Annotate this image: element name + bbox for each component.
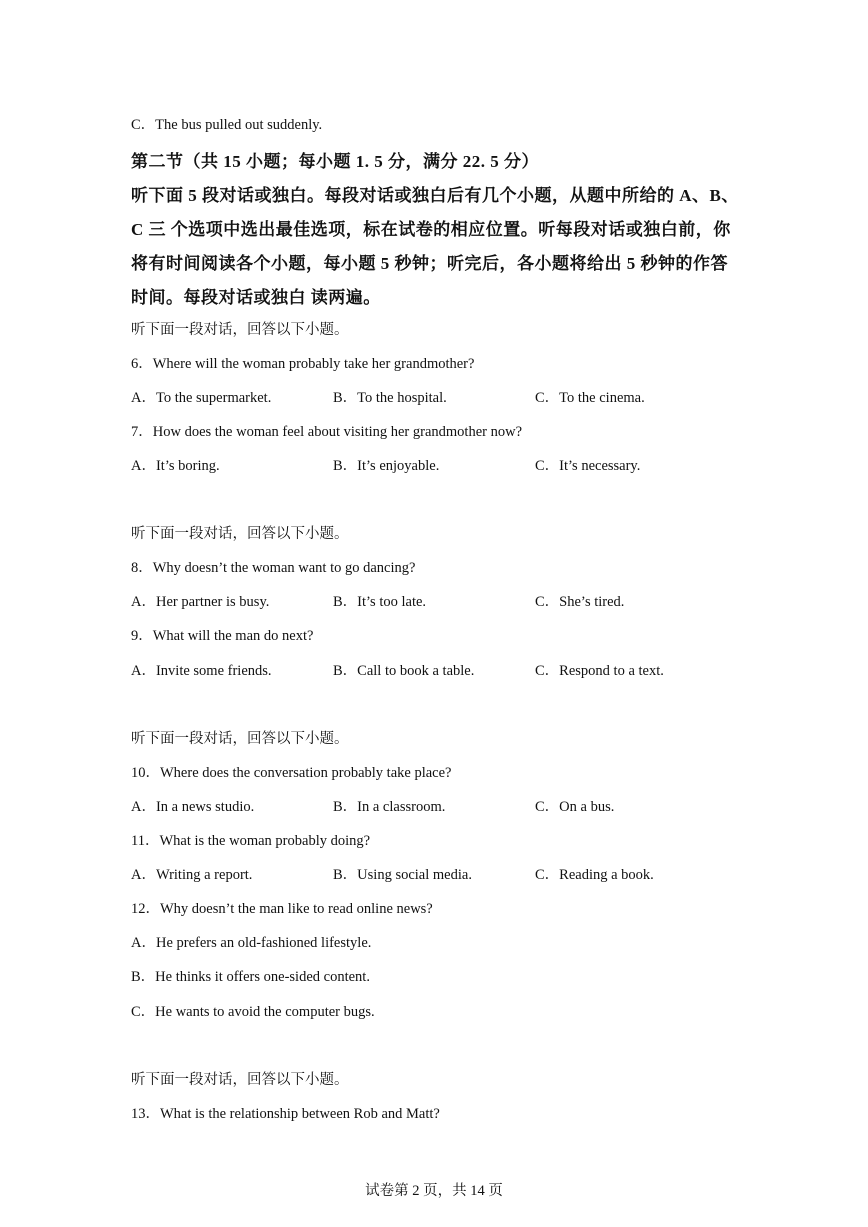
- question-stem: 9．What will the man do next?: [131, 628, 314, 644]
- page-footer: 试卷第 2 页，共 14 页: [365, 1183, 503, 1199]
- option-c: C．She’s tired.: [535, 594, 625, 610]
- option-a: A．Invite some friends.: [131, 663, 272, 679]
- option-b: B．Call to book a table.: [333, 663, 475, 679]
- question-stem: 6．Where will the woman probably take her grandmother?: [131, 356, 475, 372]
- question-stem: 12．Why doesn’t the man like to read online news?: [131, 901, 433, 917]
- option-b: B．He thinks it offers one-sided content.: [131, 969, 370, 985]
- question-stem: 8．Why doesn’t the woman want to go dancing?: [131, 560, 416, 576]
- option-b: B．In a classroom.: [333, 799, 446, 815]
- option-a: A．Her partner is busy.: [131, 594, 270, 610]
- option-b: B．Using social media.: [333, 867, 472, 883]
- question-stem: 13．What is the relationship between Rob and Matt?: [131, 1106, 440, 1122]
- option-a: A．To the supermarket.: [131, 390, 272, 406]
- instruction-line: 时间。每段对话或独白 读两遍。: [131, 288, 381, 307]
- question-stem: 10．Where does the conversation probably take place?: [131, 765, 452, 781]
- instruction-line: 听下面 5 段对话或独白。每段对话或独白后有几个小题，从题中所给的 A、B、: [131, 186, 739, 205]
- option-c: C．To the cinema.: [535, 390, 645, 406]
- option-a: A．In a news studio.: [131, 799, 255, 815]
- dialogue-intro: 听下面一段对话，回答以下小题。: [131, 322, 349, 338]
- option-c: C．On a bus.: [535, 799, 615, 815]
- top-option: C．The bus pulled out suddenly.: [131, 117, 323, 133]
- instruction-line: C 三 个选项中选出最佳选项，标在试卷的相应位置。听每段对话或独白前，你: [131, 220, 731, 239]
- option-a: A．Writing a report.: [131, 867, 253, 883]
- option-b: B．It’s enjoyable.: [333, 458, 440, 474]
- question-stem: 7．How does the woman feel about visiting her grandmother now?: [131, 424, 523, 440]
- option-b: B．It’s too late.: [333, 594, 427, 610]
- option-c: C．He wants to avoid the computer bugs.: [131, 1004, 375, 1020]
- option-c: C．Reading a book.: [535, 867, 654, 883]
- dialogue-intro: 听下面一段对话，回答以下小题。: [131, 1072, 349, 1088]
- option-a: A．It’s boring.: [131, 458, 220, 474]
- question-stem: 11．What is the woman probably doing?: [131, 833, 371, 849]
- option-c: C．Respond to a text.: [535, 663, 664, 679]
- dialogue-intro: 听下面一段对话，回答以下小题。: [131, 731, 349, 747]
- section-title: 第二节（共 15 小题；每小题 1. 5 分，满分 22. 5 分）: [131, 152, 539, 171]
- dialogue-intro: 听下面一段对话，回答以下小题。: [131, 526, 349, 542]
- option-c: C．It’s necessary.: [535, 458, 641, 474]
- instruction-line: 将有时间阅读各个小题，每小题 5 秒钟；听完后，各小题将给出 5 秒钟的作答: [131, 254, 728, 273]
- option-b: B．To the hospital.: [333, 390, 447, 406]
- option-a: A．He prefers an old-fashioned lifestyle.: [131, 935, 372, 951]
